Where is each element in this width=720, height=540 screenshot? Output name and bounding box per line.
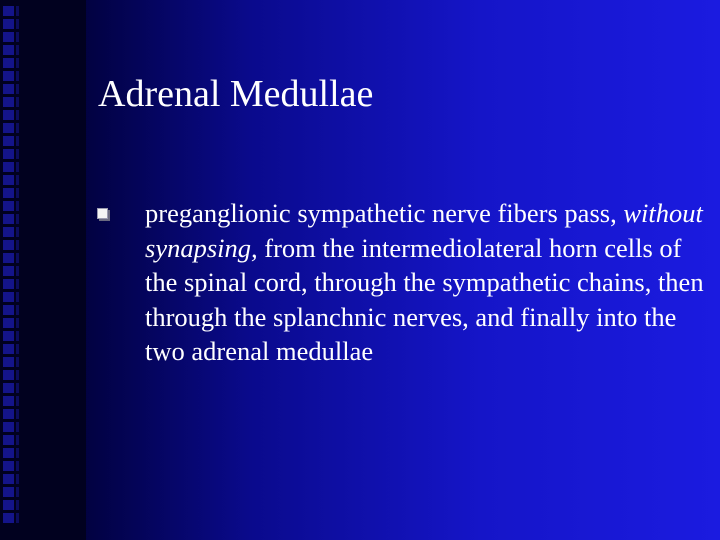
decorative-square [16, 149, 19, 159]
decorative-square [16, 253, 19, 263]
decorative-square [3, 97, 14, 107]
decorative-square [16, 318, 19, 328]
decorative-square [16, 97, 19, 107]
decorative-square [3, 344, 14, 354]
decorative-square [3, 279, 14, 289]
decorative-square [3, 149, 14, 159]
decorative-square [3, 383, 14, 393]
decorative-square [3, 201, 14, 211]
decorative-square [16, 110, 19, 120]
decorative-square [16, 409, 19, 419]
decorative-square [16, 188, 19, 198]
slide-title: Adrenal Medullae [98, 73, 374, 115]
decorative-square [16, 448, 19, 458]
decorative-square [16, 201, 19, 211]
decorative-square [16, 175, 19, 185]
decorative-square [16, 266, 19, 276]
decorative-square [16, 396, 19, 406]
decorative-square [16, 331, 19, 341]
decorative-square [3, 214, 14, 224]
decorative-square [3, 318, 14, 328]
decorative-square [16, 344, 19, 354]
decorative-square [3, 500, 14, 510]
decorative-square [16, 513, 19, 523]
decorative-square [16, 123, 19, 133]
decorative-square [16, 227, 19, 237]
decorative-square [3, 188, 14, 198]
square-bullet-icon [97, 208, 108, 219]
decorative-square [3, 162, 14, 172]
bullet-text-part2: from the intermediolateral horn cells of the spinal cord, through the sympathetic chains, then through the splanchnic nerves, and finally into the two adrenal medullae [145, 232, 704, 366]
decorative-square [3, 45, 14, 55]
decorative-square [3, 422, 14, 432]
decorative-square [3, 331, 14, 341]
decorative-square [16, 84, 19, 94]
decorative-square [3, 110, 14, 120]
decorative-square [3, 266, 14, 276]
decorative-square [16, 214, 19, 224]
decorative-square [16, 71, 19, 81]
decorative-square [16, 45, 19, 55]
decorative-square [3, 227, 14, 237]
decorative-square [3, 240, 14, 250]
decorative-square [16, 305, 19, 315]
decorative-square [16, 32, 19, 42]
decorative-square [16, 383, 19, 393]
decorative-square [3, 513, 14, 523]
decorative-square [16, 136, 19, 146]
decorative-square [16, 240, 19, 250]
decorative-square [16, 487, 19, 497]
decorative-square [3, 487, 14, 497]
decorative-square [16, 58, 19, 68]
decorative-square [16, 279, 19, 289]
decorative-squares-column-edge [16, 6, 20, 523]
decorative-square [3, 305, 14, 315]
decorative-squares-column [3, 6, 15, 523]
decorative-square [16, 461, 19, 471]
decorative-square [3, 71, 14, 81]
decorative-square [16, 6, 19, 16]
decorative-square [3, 435, 14, 445]
decorative-square [3, 357, 14, 367]
decorative-square [3, 84, 14, 94]
bullet-text-italic: without synapsing, [145, 198, 703, 263]
decorative-square [3, 123, 14, 133]
decorative-square [3, 461, 14, 471]
decorative-square [3, 175, 14, 185]
decorative-square [16, 500, 19, 510]
decorative-square [3, 6, 14, 16]
decorative-square [16, 422, 19, 432]
decorative-square [3, 409, 14, 419]
decorative-square [16, 162, 19, 172]
decorative-square [3, 396, 14, 406]
decorative-square [3, 292, 14, 302]
decorative-square [16, 435, 19, 445]
decorative-square [16, 474, 19, 484]
decorative-square [3, 474, 14, 484]
decorative-square [3, 136, 14, 146]
decorative-square [3, 19, 14, 29]
decorative-square [16, 19, 19, 29]
bullet-text [145, 196, 717, 369]
decorative-square [3, 58, 14, 68]
decorative-square [16, 292, 19, 302]
decorative-square [3, 253, 14, 263]
decorative-square [16, 370, 19, 380]
decorative-square [3, 370, 14, 380]
decorative-square [3, 448, 14, 458]
decorative-square [16, 357, 19, 367]
decorative-square [3, 32, 14, 42]
bullet-text-part1: preganglionic sympathetic nerve fibers pass, [145, 198, 624, 228]
